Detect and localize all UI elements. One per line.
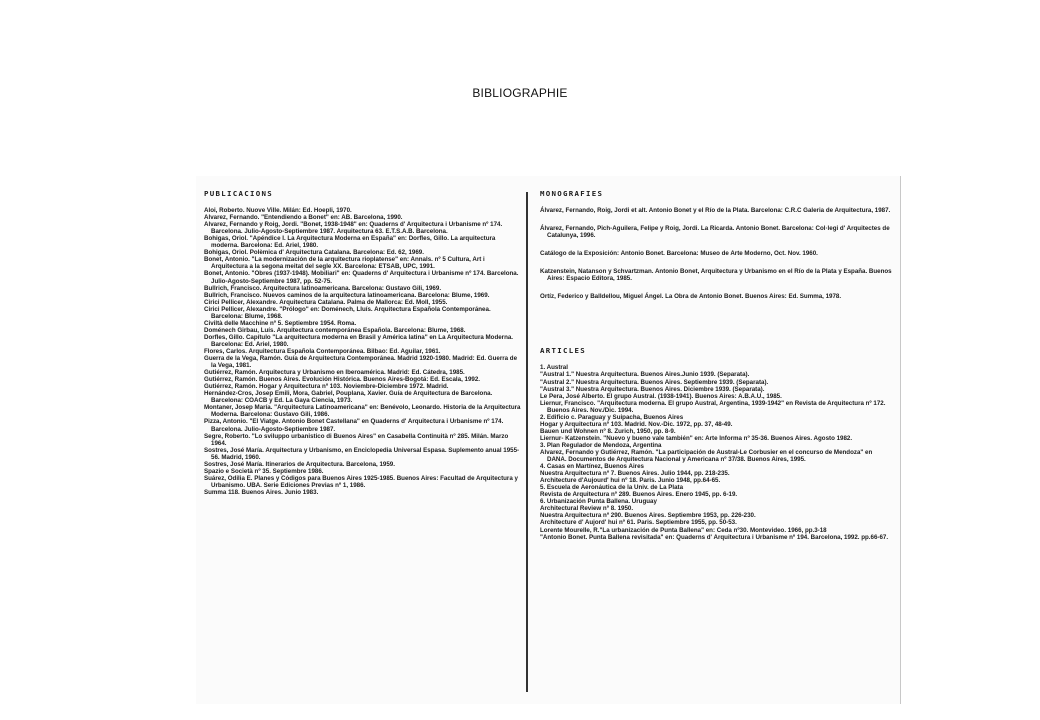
articles-heading: ARTICLES <box>540 346 586 356</box>
list-item: Architecture d'Aujourd' hui nº 18. Paris. Junio 1948, pp.64-65. <box>540 477 721 485</box>
list-item: Civiltà delle Macchine nº 5. Septiembre 1954. Roma. <box>204 319 357 327</box>
list-item: Architectural Review nº 8. 1950. <box>540 505 634 513</box>
list-item: Alvarez, Fernando y Roig, Jordi. "Bonet, 1938-1948" en: Quaderns d' Arquitectura i Urbanisme nº 174. Barcelona. Julio-Agosto-Septiembre 1987. Arquitectura 63. E.T.S.A.B. Barcelona. <box>204 221 503 236</box>
list-item: Architecture d' Aujord' hui nº 61. Paris. Septiembre 1955, pp. 50-53. <box>540 519 737 527</box>
list-item: Spazio e Società nº 35. Septiembre 1986. <box>204 467 324 475</box>
publicacions-list <box>204 207 522 496</box>
list-item: Nuestra Arquitectura nº 7. Buenos Aires. Julio 1944, pp. 218-235. <box>540 470 730 478</box>
list-item: Katzenstein, Natanson y Schvartzman. Antonio Bonet, Arquitectura y Urbanismo en el Río de la Plata y España. Buenos Aires: Espacio Editora, 1985. <box>540 268 892 283</box>
list-item: Nuestra Arquitectura nº 290. Buenos Aires. Septiembre 1953, pp. 226-230. <box>540 512 756 520</box>
list-item: Bonet, Antonio. "La modernización de la arquitectura rioplatense" en: Annals. nº 5 Cultura, Art i Arquitectura a la segona meitat del segle XX. Barcelona: ETSAB, UPC, 1991. <box>204 256 485 271</box>
list-item: 2. Edificio c. Paraguay y Suipacha, Buenos Aires <box>540 413 684 421</box>
list-item: Bohigas, Oriol. Polèmica d' Arquitectura Catalana. Barcelona: Ed. 62, 1969. <box>204 249 424 257</box>
list-item: Cirici Pellicer, Alexandre. Arquitectura Catalana. Palma de Mallorca: Ed. Moll, 1955. <box>204 298 448 306</box>
list-item: Le Pera, José Alberto. El grupo Austral. (1938-1941). Buenos Aires: A.B.A.U., 1985. <box>540 392 782 400</box>
list-item: "Austral 1." Nuestra Arquitectura. Buenos Aires.Junio 1939. (Separata). <box>540 371 750 379</box>
list-item: Bohigas, Oriol. "Apéndice I. La Arquitectura Moderna en España" en: Dorfles, Gillo. La arquitectura moderna. Barcelona: Ed. Ariel, 1980. <box>204 235 496 250</box>
list-item: Suárez, Odilia E. Planes y Códigos para Buenos Aires 1925-1985. Buenos Aires: Facultad de Arquitectura y Urbanismo. UBA. Serie Ediciones Previas nº 1, 1986. <box>204 474 518 489</box>
monografies-list <box>540 207 892 300</box>
list-item: Bauen und Wohnen nº 8. Zurich, 1950, pp. 8-9. <box>540 427 676 435</box>
column-divider <box>526 192 528 692</box>
list-item: Gutiérrez, Ramón. Hogar y Arquitectura nº 103. Noviembre-Diciembre 1972. Madrid. <box>204 383 449 391</box>
list-item: Ortíz, Federico y Balldellou, Miguel Ángel. La Obra de Antonio Bonet. Buenos Aires: Ed. Summa, 1978. <box>540 293 842 301</box>
list-item: Sostres, José María. Arquitectura y Urbanismo, en Enciclopedia Universal Espasa. Suplemento anual 1955-56. Madrid, 1960. <box>204 446 520 461</box>
articles-list <box>540 364 892 540</box>
page-title: BIBLIOGRAPHIE <box>472 86 568 100</box>
list-item: Sostres, José María. Itinerarios de Arquitectura. Barcelona, 1959. <box>204 460 395 468</box>
list-item: 3. Plan Regulador de Mendoza, Argentina <box>540 441 662 449</box>
list-item: Cirici Pellicer, Alexandre. "Prólogo" en: Doménech, Lluís. Arquitectura Española Contemporánea. Barcelona: Blume, 1968. <box>204 305 491 320</box>
scanned-bibliography-page <box>196 176 901 704</box>
publicacions-heading: PUBLICACIONS <box>204 189 273 198</box>
list-item: Aloi, Roberto. Nuove Ville. Milán: Ed. Hoepli, 1970. <box>204 207 352 215</box>
list-item: "Austral 2." Nuestra Arquitectura. Buenos Aires. Septiembre 1939. (Separata). <box>540 378 769 386</box>
list-item: Montaner, Josep María. "Arquitectura Latinoamericana" en: Benévolo, Leonardo. Historia de la Arquitectura Moderna. Barcelona: Gustavo Gili, 1986. <box>204 404 521 419</box>
list-item: Segre, Roberto. "Lo sviluppo urbanistico di Buenos Aires" en Casabella Continuità nº 285. Milán. Marzo 1964. <box>204 432 509 447</box>
list-item: Gutiérrez, Ramón. Buenos Aires. Evolución Histórica. Buenos Aires-Bogotá: Ed. Escala, 1992. <box>204 376 480 384</box>
publicacions-column <box>204 190 522 496</box>
list-item: 6. Urbanización Punta Ballena. Uruguay <box>540 498 657 506</box>
list-item: Álvarez, Fernando, Roig, Jordi et alt. Antonio Bonet y el Río de la Plata. Barcelona: C.R.C Galeria de Arquitectura, 1987. <box>540 207 891 215</box>
list-item: Flores, Carlos. Arquitectura Española Contemporánea. Bilbao: Ed. Aguilar, 1961. <box>204 347 441 355</box>
list-item: Hogar y Arquitectura nº 103. Madrid. Nov.-Dic. 1972, pp. 37, 48-49. <box>540 420 733 428</box>
list-item: Bullrich, Francisco. Arquitectura latinoamericana. Barcelona: Gustavo Gili, 1969. <box>204 284 442 292</box>
list-item: Pizza, Antonio. "El Viatge. Antonio Bonet Castellana" en Quaderns d' Arquitectura i Urbanisme nº 174. Barcelona. Julio-Agosto-Septiembre 1987. <box>204 418 504 433</box>
list-item: Liernur- Katzenstein. "Nuevo y bueno vale también" en: Arte Informa nº 35-36. Buenos Aires. Agosto 1982. <box>540 434 853 442</box>
list-item: Dorfles, Gillo. Capítulo "La arquitectura moderna en Brasil y América latina" en La Arquitectura Moderna. Barcelona: Ed. Ariel, 1980. <box>204 333 514 348</box>
list-item: 1. Austral <box>540 364 568 372</box>
list-item: Alvarez, Fernando y Gutiérrez, Ramón. "La participación de Austral-Le Corbusier en el concurso de Mendoza" en DANA. Documentos de Arquitectura Nacional y Americana nº 37/38. Buenos Aires, 1995. <box>540 448 873 464</box>
list-item: Hernández-Cros, Josep Emili, Mora, Gabriel, Pouplana, Xavier. Guía de Arquitectura de Barcelona. Barcelona: COACB y Ed. La Gaya Ciencia, 1973. <box>204 390 493 405</box>
list-item: Alvarez, Fernando. "Entendiendo a Bonet" en: AB. Barcelona, 1990. <box>204 214 403 222</box>
list-item: 5. Escuela de Aeronáutica de la Univ. de La Plata <box>540 484 684 492</box>
list-item: Doménech Girbau, Luís. Arquitectura contemporánea Española. Barcelona: Blume, 1968. <box>204 326 466 334</box>
monografies-heading: MONOGRAFIES <box>540 189 604 198</box>
list-item: Catálogo de la Exposición: Antonio Bonet. Barcelona: Museo de Arte Moderno, Oct. Nov. 1960. <box>540 250 818 258</box>
right-column <box>540 190 892 541</box>
list-item: Revista de Arquitectura nº 289. Buenos Aires. Enero 1945, pp. 6-19. <box>540 491 738 499</box>
list-item: Liernur, Francisco. "Arquitectura moderna. El grupo Austral, Argentina, 1939-1942" en Revista de Arquitectura nº 172. Buenos Aires. Nov./Dic. 1994. <box>540 399 886 414</box>
list-item: Guerra de la Vega, Ramón. Guía de Arquitectura Contemporánea. Madrid 1920-1980. Madrid: Ed. Guerra de la Vega, 1981. <box>204 355 518 370</box>
list-item: Bonet, Antonio. "Obres (1937-1948). Mobiliari" en: Quaderns d' Arquitectura i Urbanisme nº 174. Barcelona. Julio-Agosto-Septiembre 1987, pp. 52-75. <box>204 270 519 285</box>
list-item: Lorente Mourelle, R."La urbanización de Punta Ballena" en: Ceda nº30. Montevideo. 1966, pp.3-18 <box>540 526 827 534</box>
list-item: "Austral 3." Nuestra Arquitectura. Buenos Aires. Diciembre 1939. (Separata). <box>540 385 765 393</box>
list-item: Gutiérrez, Ramón. Arquitectura y Urbanismo en Iberoamérica. Madrid: Ed. Cátedra, 1985. <box>204 369 465 377</box>
list-item: "Antonio Bonet. Punta Ballena revisitada" en: Quaderns d' Arquitectura i Urbanisme nº 194. Barcelona, 1992. pp.66-67. <box>540 533 889 541</box>
list-item: Álvarez, Fernando, Pich-Aguilera, Felipe y Roig, Jordi. La Ricarda. Antonio Bonet. Barcelona: Col·legi d' Arquitectes de Catalunya, 1996. <box>540 225 890 240</box>
list-item: 4. Casas en Martínez, Buenos Aires <box>540 463 644 471</box>
list-item: Summa 118. Buenos Aires. Junio 1983. <box>204 488 319 496</box>
list-item: Bullrich, Francisco. Nuevos caminos de la arquitectura latinoamericana. Barcelona: Blume, 1969. <box>204 291 490 299</box>
